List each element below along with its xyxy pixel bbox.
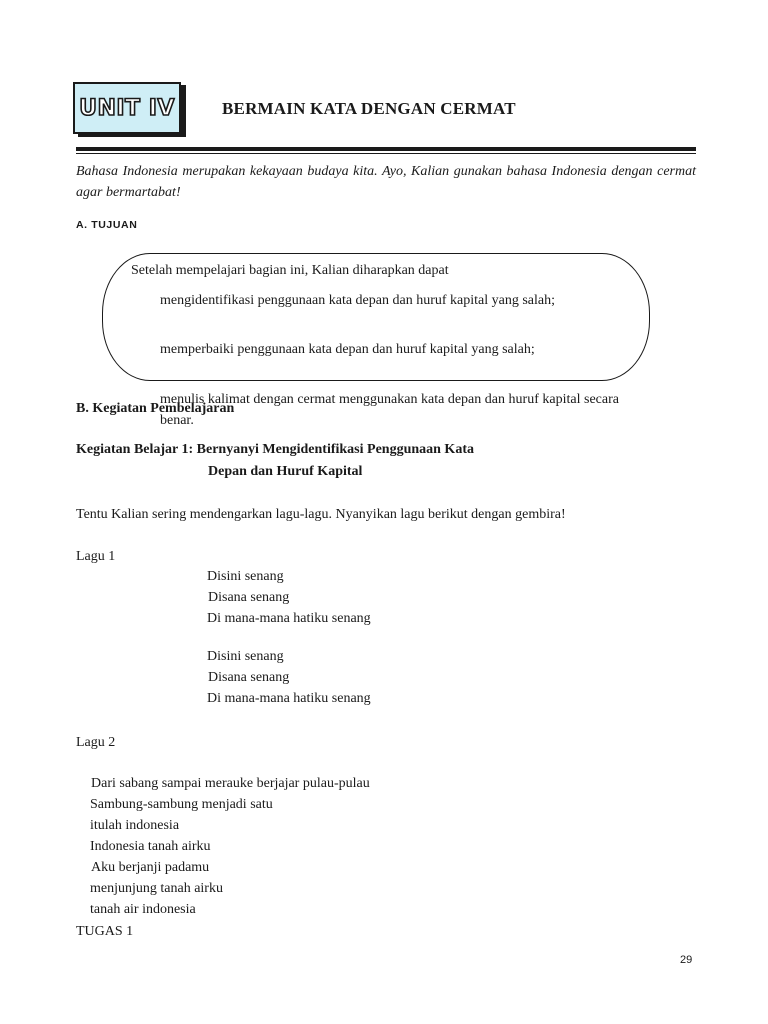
song2-line: itulah indonesia <box>90 818 180 833</box>
unit-label: UNIT IV <box>79 95 175 121</box>
page-number: 29 <box>680 954 693 966</box>
song2-line: tanah air indonesia <box>90 902 196 917</box>
section-b-heading: B. Kegiatan Pembelajaran <box>76 401 235 416</box>
song1-line: Di mana-mana hatiku senang <box>207 691 371 706</box>
section-a-heading: A. TUJUAN <box>76 219 138 231</box>
instruction-text: Tentu Kalian sering mendengarkan lagu-lagu. Nyanyikan lagu berikut dengan gembira! <box>76 507 566 522</box>
song2-label: Lagu 2 <box>76 735 116 750</box>
song1-line: Disana senang <box>208 590 290 605</box>
task-label: TUGAS 1 <box>76 924 134 939</box>
header-rule <box>76 147 696 151</box>
objectives-lead: Setelah mempelajari bagian ini, Kalian diharapkan dapat <box>131 263 449 278</box>
song2-line: Sambung-sambung menjadi satu <box>90 797 273 812</box>
song2-line: menjunjung tanah airku <box>90 881 223 896</box>
song2-line: Aku berjanji padamu <box>91 860 210 875</box>
unit-badge <box>73 82 181 134</box>
song1-label: Lagu 1 <box>76 549 116 564</box>
song1-line: Disana senang <box>208 670 290 685</box>
objective-item: memperbaiki penggunaan kata depan dan huruf kapital yang salah; <box>160 342 535 357</box>
activity-title-line1: Kegiatan Belajar 1: Bernyanyi Mengidentifikasi Penggunaan Kata <box>76 442 474 457</box>
song1-line: Di mana-mana hatiku senang <box>207 611 371 626</box>
song1-line: Disini senang <box>207 569 284 584</box>
song2-line: Indonesia tanah airku <box>90 839 211 854</box>
header-rule-thin <box>76 153 696 154</box>
activity-title-line2: Depan dan Huruf Kapital <box>208 464 363 479</box>
intro-paragraph: Bahasa Indonesia merupakan kekayaan budaya kita. Ayo, Kalian gunakan bahasa Indonesia dengan cermat agar bermartabat! <box>76 164 696 200</box>
chapter-title: BERMAIN KATA DENGAN CERMAT <box>222 99 516 118</box>
objective-item: mengidentifikasi penggunaan kata depan dan huruf kapital yang salah; <box>160 293 555 308</box>
objective-item: menulis kalimat dengan cermat menggunakan kata depan dan huruf kapital secara benar. <box>160 392 619 428</box>
song1-line: Disini senang <box>207 649 284 664</box>
song2-line: Dari sabang sampai merauke berjajar pulau-pulau <box>91 776 370 791</box>
